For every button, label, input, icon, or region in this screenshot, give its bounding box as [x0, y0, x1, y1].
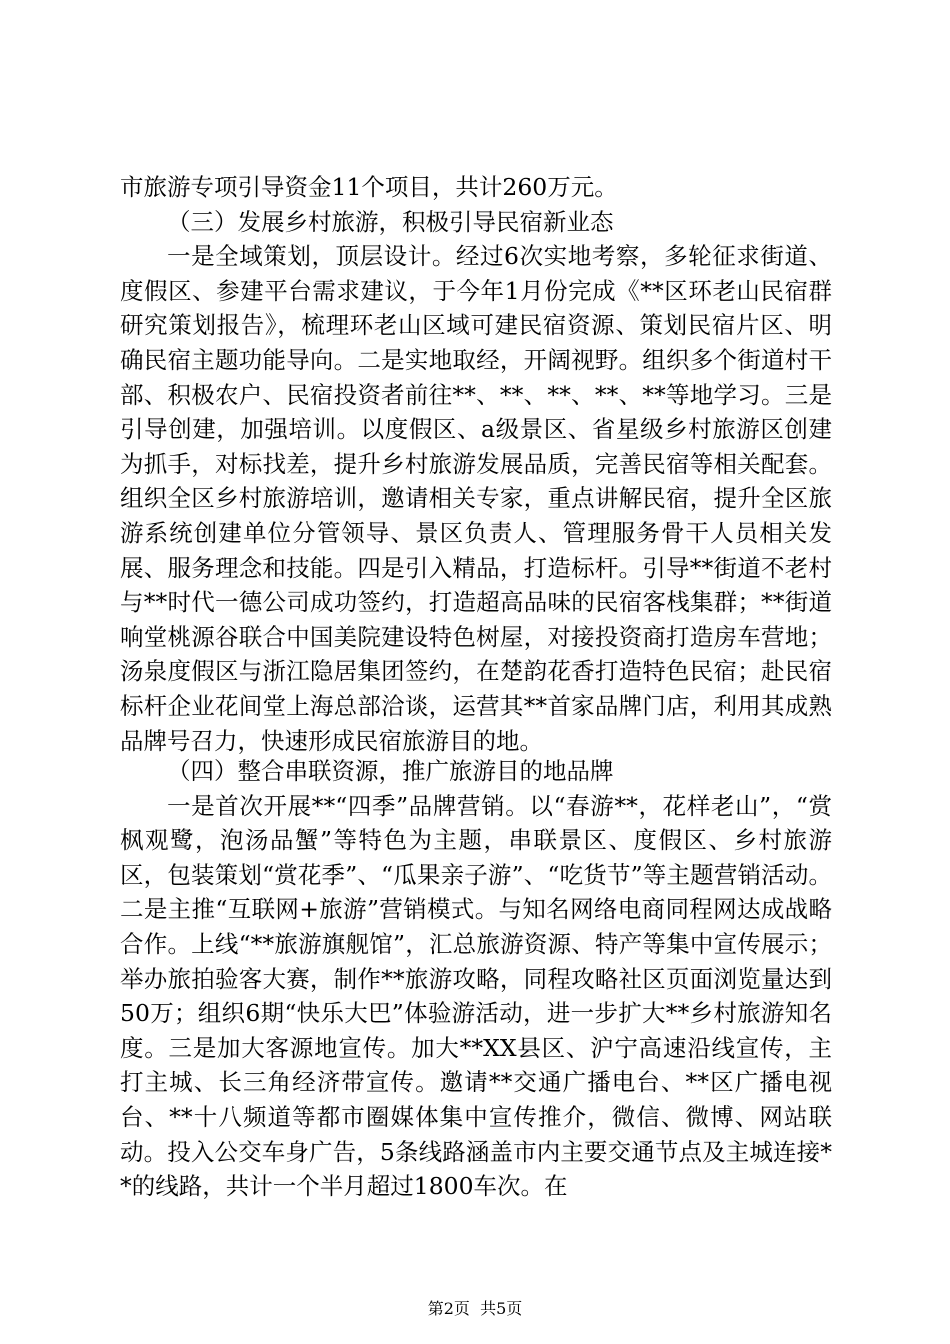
page-footer: [0, 1299, 950, 1319]
page-number: 第2页: [427, 1299, 470, 1318]
section-three: [120, 170, 832, 758]
section-four: [120, 754, 832, 1204]
footer-spacer: [470, 1299, 480, 1318]
section-heading-four: （四）整合串联资源，推广旅游目的地品牌: [167, 757, 614, 785]
page-total: 共5页: [480, 1299, 523, 1318]
section-four-paragraph: 一是首次开展**“四季”品牌营销。以“春游**，花样老山”，“赏枫观鹭，泡汤品蟹”等特色为主题，串联景区、度假区、乡村旅游区，包装策划“赏花季”、“瓜果亲子游”、“吃货节”等主题营销活动。二是主推“互联网+旅游”营销模式。与知名网络电商同程网达成战略合作。上线“**旅游旗舰馆”，汇总旅游资源、特产等集中宣传展示；举办旅拍验客大赛，制作**旅游攻略，同程攻略社区页面浏览量达到50万；组织6期“快乐大巴”体验游活动，进一步扩大**乡村旅游知名度。三是加大客源地宣传。加大**XX县区、沪宁高速沿线宣传，主打主城、长三角经济带宣传。邀请**交通广播电台、**区广播电视台、**十八频道等都市圈媒体集中宣传推介，微信、微博、网站联动。投入公交车身广告，5条线路涵盖市内主要交通节点及主城连接**的线路，共计一个半月超过1800车次。在: [120, 791, 832, 1201]
section-heading-three: （三）发展乡村旅游，积极引导民宿新业态: [167, 207, 614, 236]
continuation-line: 市旅游专项引导资金11个项目，共计260万元。: [120, 173, 618, 201]
section-three-paragraph: 一是全域策划，顶层设计。经过6次实地考察，多轮征求街道、度假区、参建平台需求建议，于今年1月份完成《**区环老山民宿群研究策划报告》，梳理环老山区域可建民宿资源、策划民宿片区、明确民宿主题功能导向。二是实地取经，开阔视野。组织多个街道村干部、积极农户、民宿投资者前往**、**、**、**、**等地学习。三是引导创建，加强培训。以度假区、a级景区、省星级乡村旅游区创建为抓手，对标找差，提升乡村旅游发展品质，完善民宿等相关配套。组织全区乡村旅游培训，邀请相关专家，重点讲解民宿，提升全区旅游系统创建单位分管领导、景区负责人、管理服务骨干人员相关发展、服务理念和技能。四是引入精品，打造标杆。引导**街道不老村与**时代一德公司成功签约，打造超高品味的民宿客栈集群；**街道响堂桃源谷联合中国美院建设特色树屋，对接投资商打造房车营地；汤泉度假区与浙江隐居集团签约，在楚韵花香打造特色民宿；赴民宿标杆企业花间堂上海总部洽谈，运营其**首家品牌门店，利用其成熟品牌号召力，快速形成民宿旅游目的地。: [120, 242, 832, 755]
